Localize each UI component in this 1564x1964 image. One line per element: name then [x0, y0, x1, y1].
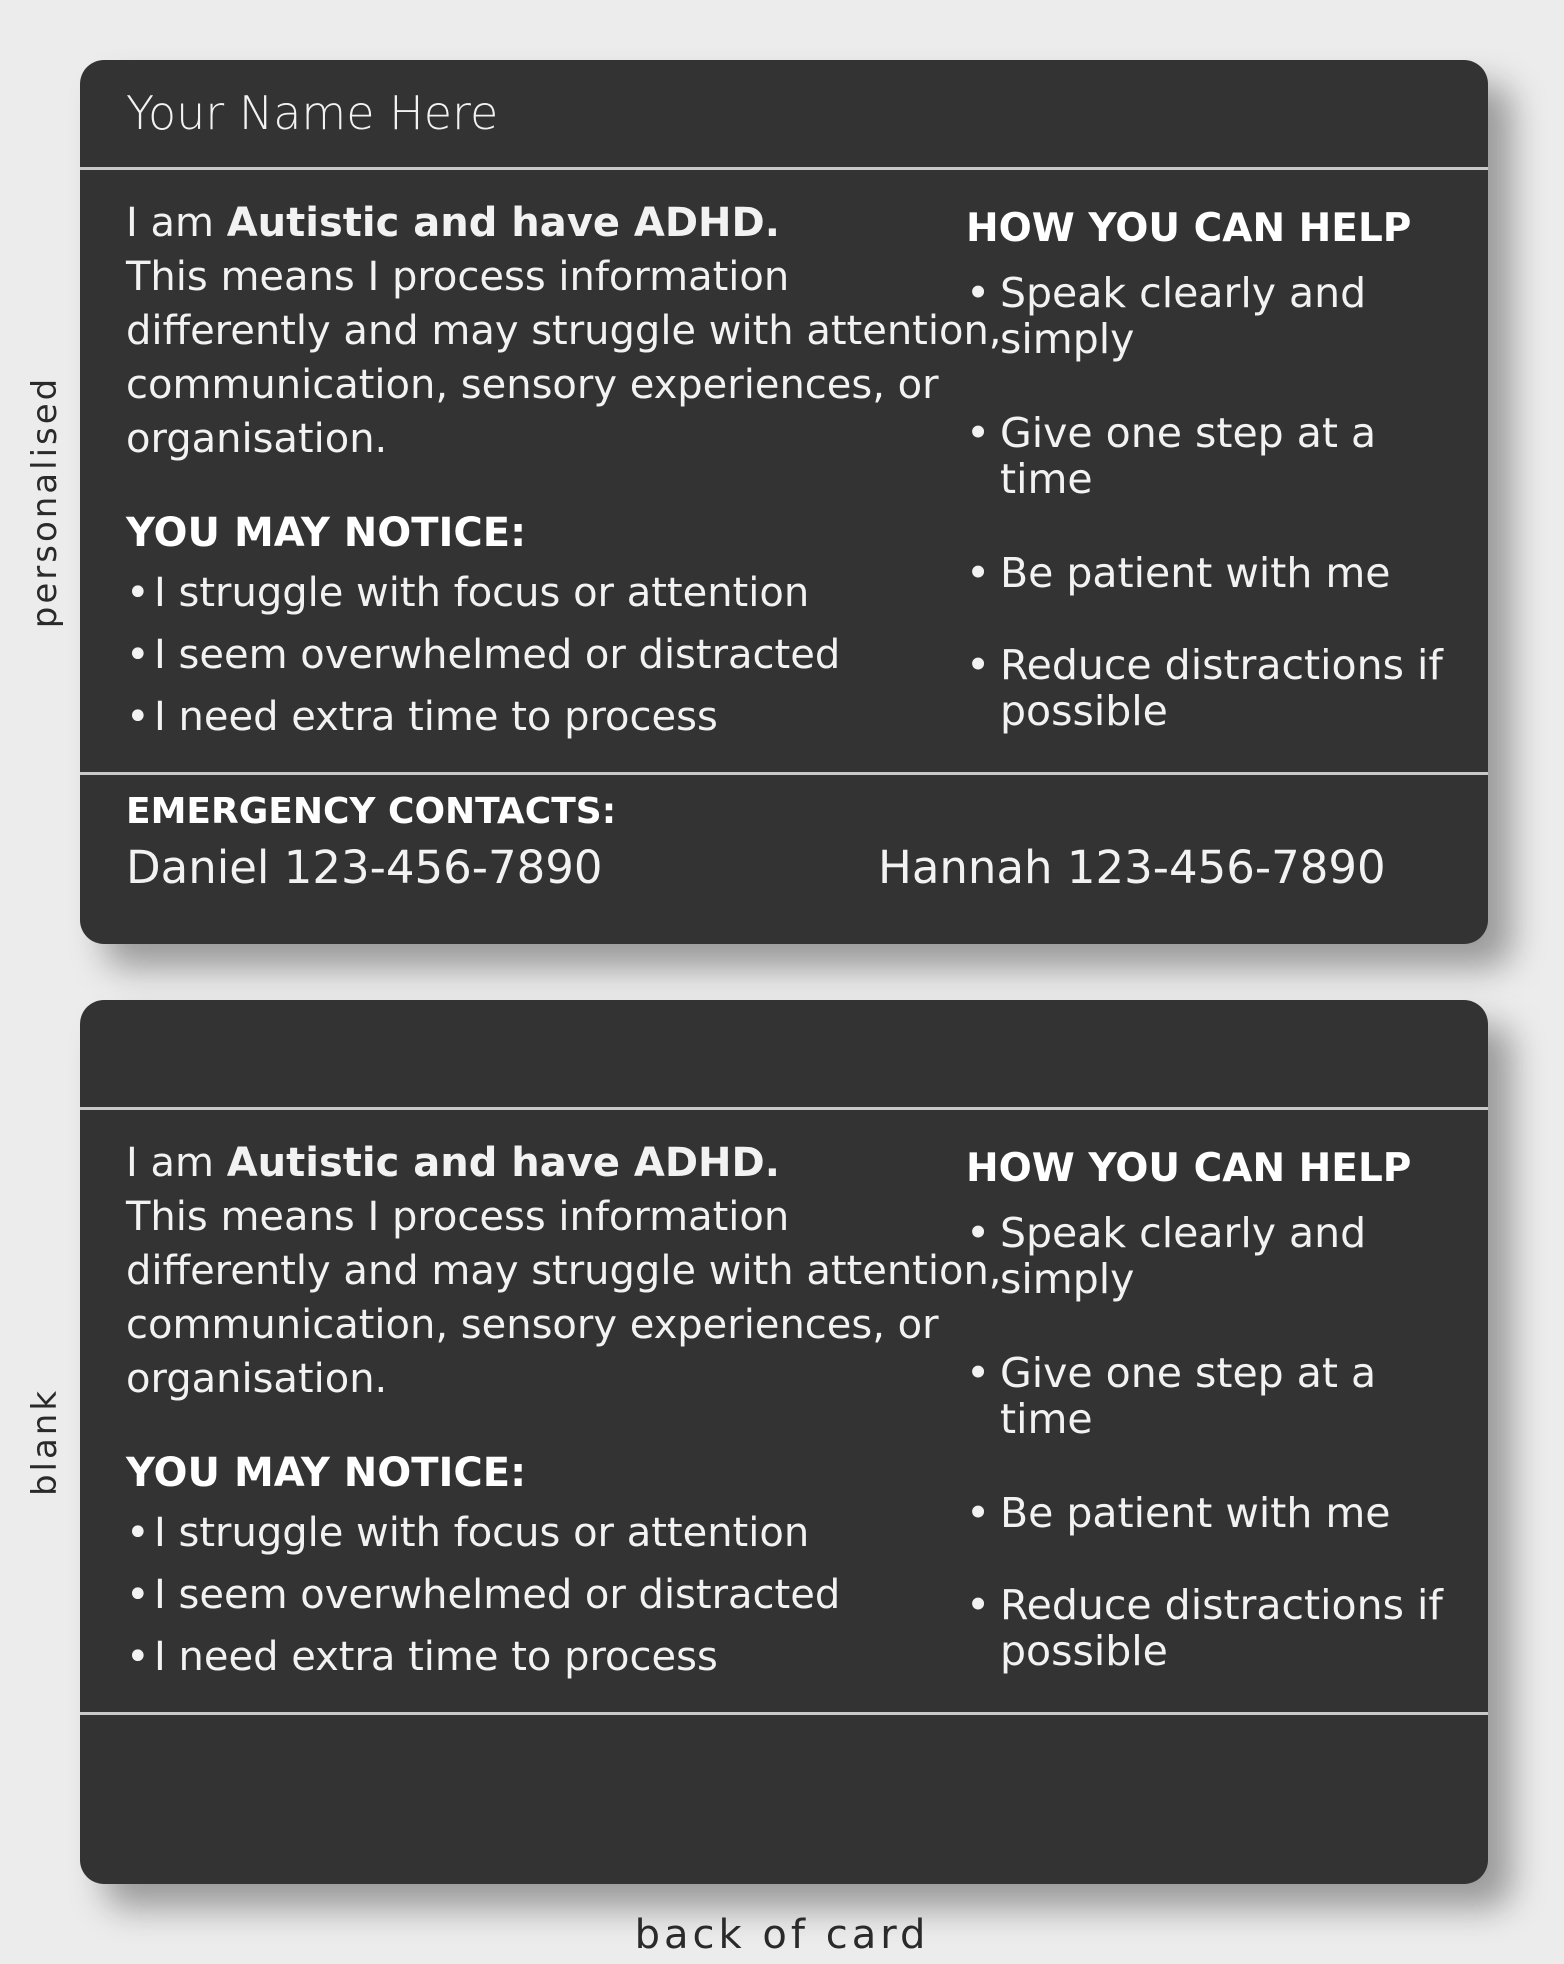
bullet-icon: • [966, 1581, 991, 1629]
help-list [966, 1210, 1466, 1674]
bullet-icon: • [126, 1510, 150, 1556]
intro-body: This means I process information differently and may struggle with attention, communication, sensory experiences, or organisation. [126, 1194, 1002, 1402]
notice-item-text: I struggle with focus or attention [154, 570, 810, 616]
help-item-text: Be patient with me [1000, 549, 1391, 597]
notice-title: YOU MAY NOTICE: [126, 1450, 527, 1496]
intro-body: This means I process information differently and may struggle with attention, communication, sensory experiences, or organisation. [126, 254, 1002, 462]
intro-bold: Autistic and have ADHD. [226, 1140, 780, 1186]
side-label-personalised [0, 60, 90, 944]
bullet-icon: • [126, 1572, 150, 1618]
help-item [966, 1350, 1466, 1442]
notice-item [126, 624, 1006, 689]
side-label-blank-text: blank [25, 1387, 66, 1497]
help-item [966, 270, 1466, 362]
intro-text [126, 1136, 1006, 1406]
notice-item [126, 686, 1006, 748]
notice-item [126, 1564, 1006, 1629]
card-header [80, 1000, 1488, 1110]
notice-item-text: I seem overwhelmed or distracted [154, 632, 841, 678]
bullet-icon: • [966, 641, 991, 689]
bullet-icon: • [966, 1209, 991, 1257]
bullet-icon: • [126, 632, 150, 678]
personalised-card [80, 60, 1488, 944]
card-header [80, 60, 1488, 170]
help-item [966, 410, 1466, 502]
emergency-contact-2: Hannah 123-456-7890 [878, 841, 1386, 894]
help-column [966, 1136, 1466, 1722]
info-column [126, 196, 1006, 748]
bullet-icon: • [966, 1489, 991, 1537]
notice-item-text: I seem overwhelmed or distracted [154, 1572, 841, 1618]
blank-card [80, 1000, 1488, 1884]
emergency-contacts-title: EMERGENCY CONTACTS: [126, 791, 617, 832]
side-label-blank [0, 1000, 90, 1884]
notice-item-text: I need extra time to process [154, 694, 718, 740]
help-item-text: Speak clearly and simply [1000, 1209, 1367, 1303]
caption-back-of-card: back of card [634, 1912, 930, 1958]
help-list [966, 270, 1466, 734]
bullet-icon: • [966, 409, 991, 457]
bullet-icon: • [126, 570, 150, 616]
help-title: HOW YOU CAN HELP [966, 1146, 1412, 1191]
help-item [966, 642, 1466, 734]
help-column [966, 196, 1466, 782]
info-column [126, 1136, 1006, 1688]
notice-list [126, 562, 1006, 748]
help-item-text: Give one step at a time [1000, 1349, 1377, 1443]
card-holder-name: Your Name Here [126, 86, 499, 140]
bullet-icon: • [126, 1634, 150, 1680]
intro-text [126, 196, 1006, 466]
notice-item-text: I need extra time to process [154, 1634, 718, 1680]
help-item [966, 1582, 1466, 1674]
notice-item [126, 1502, 1006, 1564]
emergency-contact-1: Daniel 123-456-7890 [126, 841, 603, 894]
bullet-icon: • [126, 694, 150, 740]
intro-bold: Autistic and have ADHD. [226, 200, 780, 246]
intro-prefix: I am [126, 200, 227, 246]
help-title: HOW YOU CAN HELP [966, 206, 1412, 251]
help-item [966, 550, 1466, 596]
card-footer [80, 1712, 1488, 1884]
notice-title: YOU MAY NOTICE: [126, 510, 527, 556]
help-item [966, 1490, 1466, 1536]
help-item-text: Reduce distractions if possible [1000, 1581, 1443, 1675]
bullet-icon: • [966, 549, 991, 597]
card-footer [80, 772, 1488, 944]
help-item-text: Speak clearly and simply [1000, 269, 1367, 363]
notice-item [126, 1626, 1006, 1688]
help-item-text: Give one step at a time [1000, 409, 1377, 503]
side-label-personalised-text: personalised [25, 375, 66, 629]
notice-list [126, 1502, 1006, 1688]
help-item-text: Reduce distractions if possible [1000, 641, 1443, 735]
bullet-icon: • [966, 269, 991, 317]
notice-item [126, 562, 1006, 624]
bullet-icon: • [966, 1349, 991, 1397]
intro-prefix: I am [126, 1140, 227, 1186]
help-item [966, 1210, 1466, 1302]
help-item-text: Be patient with me [1000, 1489, 1391, 1537]
notice-item-text: I struggle with focus or attention [154, 1510, 810, 1556]
